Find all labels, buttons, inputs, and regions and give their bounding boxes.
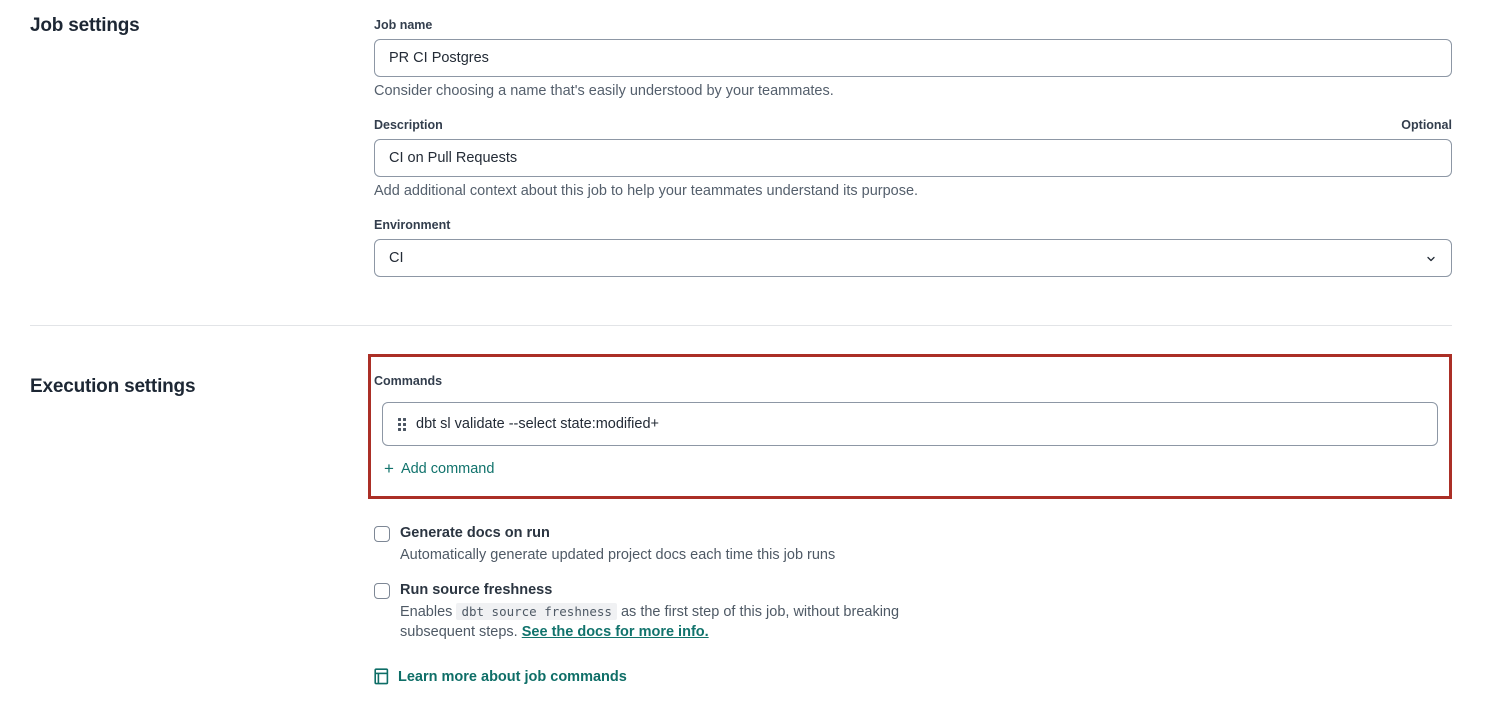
generate-docs-group bbox=[374, 525, 1452, 565]
job-name-label-row bbox=[374, 18, 1452, 33]
description-label: Description bbox=[374, 118, 443, 132]
job-name-label: Job name bbox=[374, 18, 433, 32]
field-job-name bbox=[374, 18, 1452, 99]
environment-label-row bbox=[374, 218, 1452, 233]
book-icon bbox=[374, 668, 389, 685]
source-freshness-checkbox[interactable] bbox=[374, 583, 390, 599]
job-name-help: Consider choosing a name that's easily understood by your teammates. bbox=[374, 83, 834, 99]
command-row[interactable] bbox=[382, 402, 1438, 446]
add-command-button[interactable] bbox=[384, 461, 494, 477]
generate-docs-checkbox[interactable] bbox=[374, 526, 390, 542]
learn-more-label: Learn more about job commands bbox=[398, 668, 627, 685]
environment-selected-value: CI bbox=[389, 250, 404, 266]
execution-settings-form bbox=[374, 326, 1452, 690]
environment-label: Environment bbox=[374, 218, 451, 232]
commands-highlight-box bbox=[368, 354, 1452, 499]
execution-settings-heading-col bbox=[30, 326, 374, 398]
job-settings-heading: Job settings bbox=[30, 15, 140, 36]
section-job-settings bbox=[30, 0, 1452, 277]
source-freshness-desc-suffix: as the first step of this job, without breaking subsequent bbox=[400, 604, 900, 640]
learn-more-link[interactable] bbox=[374, 668, 627, 685]
job-name-input[interactable] bbox=[374, 39, 1452, 77]
generate-docs-description: Automatically generate updated project docs each time this job runs bbox=[400, 547, 836, 563]
source-freshness-description bbox=[400, 602, 937, 642]
description-label-row bbox=[374, 118, 1452, 133]
source-freshness-code: dbt source freshness bbox=[456, 603, 617, 620]
commands-label: Commands bbox=[374, 374, 443, 388]
description-help: Add additional context about this job to help your teammates understand its purpose. bbox=[374, 183, 919, 199]
source-freshness-group bbox=[374, 582, 1452, 642]
field-environment bbox=[374, 218, 1452, 277]
job-settings-heading-col bbox=[30, 0, 374, 37]
source-freshness-desc-prefix: Enables bbox=[400, 604, 453, 620]
description-input[interactable] bbox=[374, 139, 1452, 177]
add-command-label: Add command bbox=[400, 461, 495, 477]
field-description bbox=[374, 118, 1452, 199]
section-execution-settings bbox=[30, 326, 1452, 690]
generate-docs-texts bbox=[400, 525, 835, 565]
see-docs-link[interactable]: See the docs for more info. bbox=[521, 624, 709, 640]
generate-docs-label[interactable]: Generate docs on run bbox=[400, 525, 550, 541]
environment-select[interactable] bbox=[374, 239, 1452, 277]
plus-icon: + bbox=[384, 459, 394, 478]
source-freshness-desc-suffix2: steps. bbox=[479, 624, 518, 640]
command-text[interactable]: dbt sl validate --select state:modified+ bbox=[416, 416, 659, 432]
optional-badge: Optional bbox=[1401, 118, 1452, 132]
drag-handle-icon[interactable] bbox=[398, 418, 406, 431]
job-settings-form bbox=[374, 0, 1452, 277]
source-freshness-texts bbox=[400, 582, 937, 642]
source-freshness-label[interactable]: Run source freshness bbox=[400, 582, 553, 598]
chevron-down-icon bbox=[1425, 253, 1437, 265]
execution-settings-heading: Execution settings bbox=[30, 376, 196, 397]
